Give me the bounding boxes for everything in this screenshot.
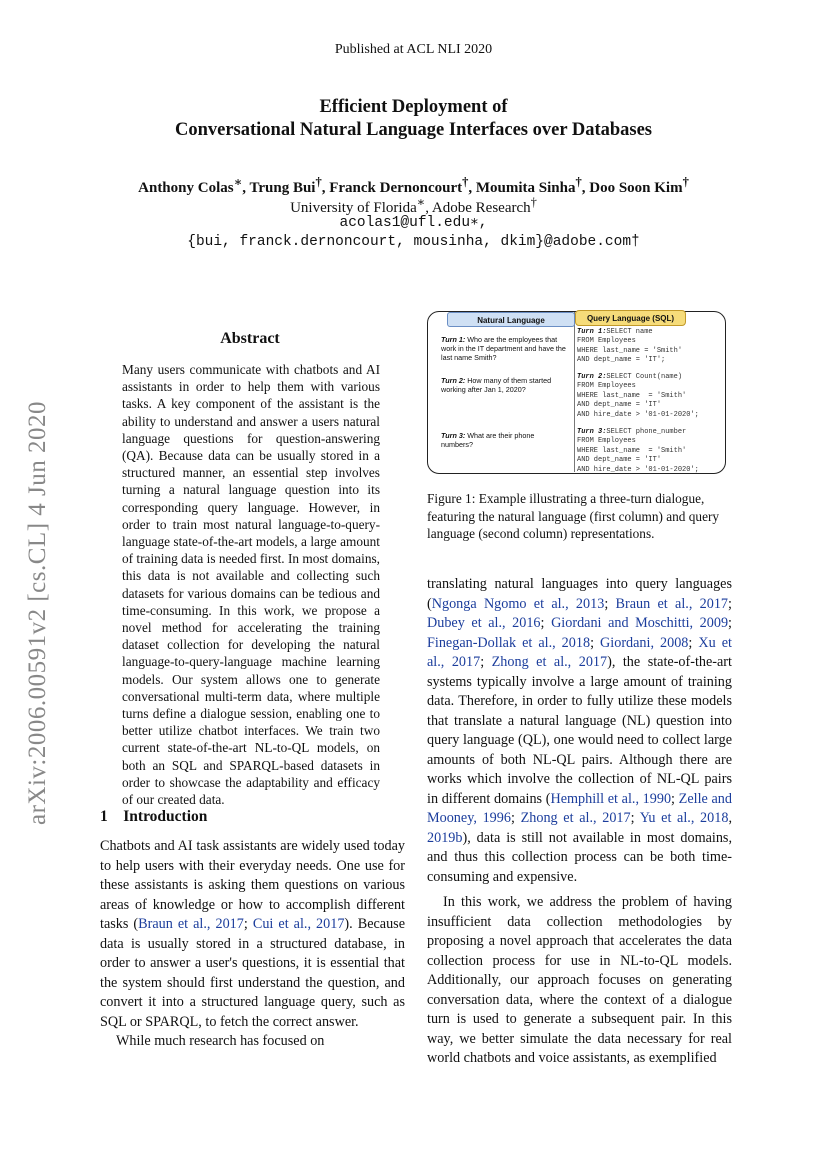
author: Anthony Colas <box>138 180 234 196</box>
citation-link[interactable]: Finegan-Dollak et al., 2018 <box>427 634 591 651</box>
email-line-1: acolas1@ufl.edu∗, <box>339 215 488 231</box>
section-heading-introduction: 1 Introduction <box>100 808 208 825</box>
figure-turn-3-nl: Turn 3: What are their phone numbers? <box>441 431 535 449</box>
author: Moumita Sinha <box>475 180 576 196</box>
abstract-text: Many users communicate with chatbots and AI assistants in order to help them with various tasks. A key component of the assistant is the ability to understand and answer a users natural language questions for question-answering (QA). Because data can be usually stored in a structured manner, an essential step involves turning a natural language question into its corresponding query language. However, in order to train most natural language-to-query-language state-of-the-art models, a large amount of training data is needed first. In most domains, this data is not available and collecting such datasets for various domains can be tedious and time-consuming. In this work, we propose a novel method for accelerating the training dataset collection for developing the natural language-to-query-language machine learning models. Our system allows one to generate conversational multi-term data, where multiple turns define a dialogue session, enabling one to better utilize chatbot interfaces. We train two current state-of-the-art NL-to-QL models, on both an SQL and SPARQL-based datasets in order to showcase the adaptability and efficacy of our created data. <box>122 362 380 808</box>
title-line-1: Efficient Deployment of <box>319 97 508 117</box>
citation-link[interactable]: Giordani and Moschitti, 2009 <box>551 615 729 631</box>
citation-link[interactable]: Hemphill et al., 1990 <box>550 790 672 807</box>
introduction-column-left <box>100 837 405 1052</box>
author: Doo Soon Kim <box>589 180 683 196</box>
paragraph: While much research has focused on <box>116 1033 325 1049</box>
figure-turn-2-ql: Turn 2:SELECT Count(name) FROM Employees WHERE last_name = 'Smith' AND dept_name = 'IT' AND hire_date > '01-01-2020'; <box>577 373 699 419</box>
author: Franck Dernoncourt <box>329 180 463 196</box>
figure-nl-header: Natural Language <box>447 312 575 327</box>
figure-turn-2-nl: Turn 2: How many of them started working after Jan 1, 2020? <box>441 376 552 394</box>
figure-turn-1-ql: Turn 1:SELECT name FROM Employees WHERE last_name = 'Smith' AND dept_name = 'IT'; <box>577 328 683 365</box>
author: Trung Bui <box>249 180 316 196</box>
introduction-column-right <box>427 575 732 1069</box>
title-line-2: Conversational Natural Language Interfaces over Databases <box>174 120 653 140</box>
citation-link[interactable]: Zhong et al., 2017 <box>491 654 608 670</box>
citation-link[interactable]: Braun et al., 2017 <box>615 595 729 612</box>
figure-column-divider <box>574 312 575 472</box>
citation-link[interactable]: Xu et al., 2017 <box>427 634 732 670</box>
paragraph: translating natural languages into query languages (Ngonga Ngomo et al., 2013; Braun et al., 2017; Dubey et al., 2016; Giordani and Moschitti, 2009; Finegan-Dollak et al., 2018; Giordani, 2008; Xu et al., 2017; Zhong et al., 2017), the state-of-the-art systems typically involve a large amount of training data. Therefore, in order to fully utilize these models that translate a natural language (NL) question into query language (QL), one would need to collect large amounts of both NL-QL pairs. Although there are works which involve the collection of NL-QL pairs in different domains (Hemphill et al., 1990; Zelle and Mooney, 1996; Zhong et al., 2017; Yu et al., 2018, 2019b), data is still not available in most domains, and thus this collection process can be both time-consuming and expensive. <box>427 576 732 885</box>
citation-link[interactable]: Cui et al., 2017 <box>252 916 345 932</box>
affiliation: University of Florida∗, Adobe Research† <box>290 195 537 216</box>
citation-link[interactable]: Ngonga Ngomo et al., 2013 <box>431 595 605 612</box>
author-list: Anthony Colas∗, Trung Bui†, Franck Dernoncourt†, Moumita Sinha†, Doo Soon Kim† <box>138 175 689 196</box>
figure-1-caption: Figure 1: Example illustrating a three-turn dialogue, featuring the natural language (first column) and query language (second column) representations. <box>427 491 720 541</box>
figure-turn-1-nl: Turn 1: Who are the employees that work in the IT department and have the last name Smith? <box>441 335 566 362</box>
citation-link[interactable]: Braun et al., 2017 <box>138 916 244 932</box>
arxiv-stamp: arXiv:2006.00591v2 [cs.CL] 4 Jun 2020 <box>24 400 51 826</box>
email-line-2: {bui, franck.dernoncourt, mousinha, dkim}@adobe.com† <box>187 234 640 250</box>
citation-link[interactable]: Yu et al., 2018 <box>639 810 729 826</box>
paragraph: In this work, we address the problem of having insufficient data collection methodologies by proposing a novel approach that accelerates the data collection process for use in NL-to-QL models. Additionally, our approach focuses on generating conversation data, where the context of a dialogue turn is used to generate a subsequent pair. In this way, we better simulate the data necessary for real world chatbots and voice assistants, as exemplified <box>427 894 732 1066</box>
figure-turn-3-ql: Turn 3:SELECT phone_number FROM Employees WHERE last_name = 'Smith' AND dept_name = 'IT' AND hire_date > '01-01-2020'; <box>577 428 699 474</box>
abstract-heading: Abstract <box>220 330 280 347</box>
citation-link[interactable]: Giordani, 2008 <box>600 634 689 651</box>
figure-ql-header: Query Language (SQL) <box>575 310 686 326</box>
page-header: Published at ACL NLI 2020 <box>334 42 493 57</box>
citation-link[interactable]: Zelle and Mooney, 1996 <box>427 790 732 826</box>
citation-link[interactable]: Zhong et al., 2017 <box>520 810 631 826</box>
citation-link[interactable]: 2019b <box>427 829 463 846</box>
citation-link[interactable]: Dubey et al., 2016 <box>427 615 541 631</box>
paper-title <box>0 96 827 142</box>
paragraph: Chatbots and AI task assistants are widely used today to help users with their everyday needs. One use for these assistants is asking them questions on various areas of knowledge or how to accomplish different tasks (Braun et al., 2017; Cui et al., 2017). Because data is usually stored in a structured database, in order to answer a user's questions, it is essential that the system should first understand the question, and convert it into a structured language query, such as SQL or SPARQL, to fetch the correct answer. <box>100 838 405 1030</box>
